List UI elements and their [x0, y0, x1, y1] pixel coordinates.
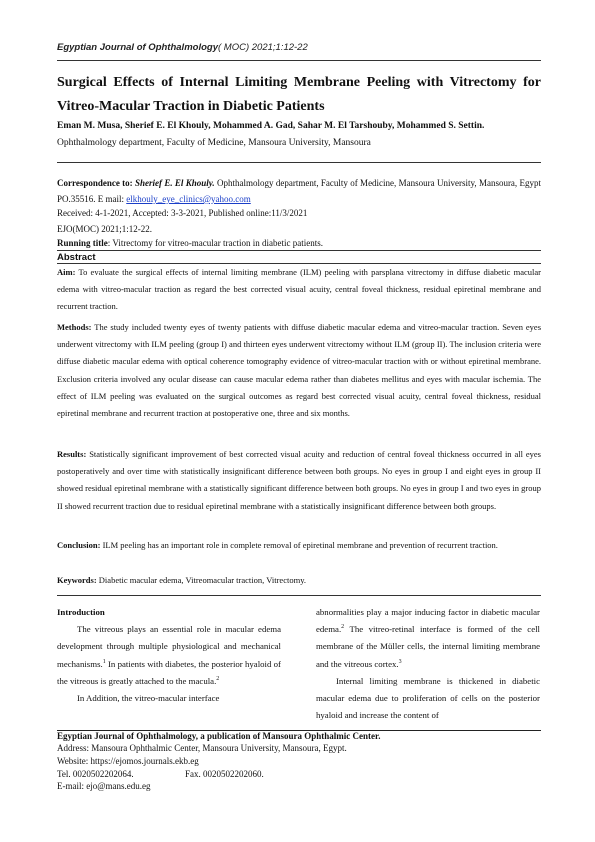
aim-label: Aim:: [57, 267, 76, 277]
methods-text: The study included twenty eyes of twenty patients with diffuse diabetic macular edema and vitreo-macular traction. Seven eyes underwent vitrectomy with ILM peeling (group I) and thirteen eyes underwent vitrectomy without ILM (group II). The inclusion criteria were diffuse diabetic macular edema with optical coherence tomography evidence of vitreo-macular traction with or without epiretinal membrane. Exclusion criteria involved any ocular disease can cause macular edema rather than diabetes mellitus and eyes with macular ischemia. The effect of ILM peeling was evaluated on the surgical outcomes as regard best corrected visual acuity, central foveal thickness, residual epiretinal membrane and recurrent traction at postoperative one, three and six months.: [57, 322, 541, 419]
footer-tel: Tel. 0020502202064.: [57, 769, 134, 779]
intro-paragraph-2: In Addition, the vitreo-macular interface: [77, 693, 220, 704]
conclusion-text: ILM peeling has an important role in complete removal of epiretinal membrane and prevention of recurrent traction.: [100, 540, 498, 550]
correspondence-rule: [57, 162, 541, 163]
correspondence-name: Sherief E. El Khouly.: [135, 178, 215, 188]
abstract-heading: Abstract: [57, 252, 96, 263]
methods-label: Methods:: [57, 322, 92, 332]
abstract-methods: [57, 319, 541, 422]
correspondence-label: Correspondence to:: [57, 178, 133, 188]
abstract-aim: [57, 264, 541, 316]
authors: Eman M. Musa, Sherief E. El Khouly, Mohammed A. Gad, Sahar M. El Tarshouby, Mohammed S. Settin.: [57, 121, 485, 131]
results-text: Statistically significant improvement of best corrected visual acuity and reduction of central foveal thickness occurred in all eyes postoperatively and over time with statistically insignificant difference between both groups. No eyes in group I and eight eyes in group II showed residual epiretinal membrane with a statistically significant difference between both groups. No eyes in group I and two eyes in group II showed recurrent traction due to residual epiretinal membrane with a statistically insignificant difference between both groups.: [57, 449, 541, 511]
abstract-conclusion: [57, 537, 541, 554]
aim-text: To evaluate the surgical effects of internal limiting membrane (ILM) peeling with parsplana vitrectomy in diffuse diabetic macular edema with vitreo-macular traction as regard the best corrected visual acuity, central foveal thickness, residual epiretinal membrane and recurrent traction.: [57, 267, 541, 312]
correspondence-text: Ophthalmology department, Faculty of Medicine, Mansoura University, Mansoura, Egypt PO.35516. E mail:: [57, 178, 542, 204]
journal-ref: ( MOC) 2021;1:12-22: [217, 42, 308, 53]
correspondence-email-link[interactable]: elkhouly_eye_clinics@yahoo.com: [126, 194, 251, 204]
running-title-label: Running title: [57, 238, 108, 248]
affiliation: Ophthalmology department, Faculty of Medicine, Mansoura University, Mansoura: [57, 138, 371, 148]
keywords: [57, 572, 541, 589]
correspondence: [57, 175, 541, 207]
running-title: [57, 238, 323, 248]
ejo-ref: EJO(MOC) 2021;1:12-22.: [57, 224, 152, 234]
intro-heading: Introduction: [57, 607, 105, 617]
header-rule: [57, 60, 541, 61]
intro-paragraph-1: The vitreous plays an essential role in macular edema development through multiple physiological and mechanical mechanisms.$^1$ In patients with diabetes, the posterior hyaloid of the vitreous is greatly attached to the macula.$^2$: [57, 624, 281, 686]
running-title-text: : Vitrectomy for vitreo-macular traction in diabetic patients.: [107, 238, 323, 248]
intro-column-left: [57, 604, 281, 707]
abstract-rule-top: [57, 250, 541, 251]
footer-address: Address: Mansoura Ophthalmic Center, Mansoura University, Mansoura, Egypt.: [57, 743, 347, 753]
conclusion-label: Conclusion:: [57, 540, 101, 550]
footer-email[interactable]: E-mail: ejo@mans.edu.eg: [57, 781, 151, 791]
intro-paragraph-2-cont: abnormalities play a major inducing factor in diabetic macular edema.$^2$ The vitreo-retinal interface is formed of the cell membrane of the Müller cells, the internal limiting membrane and the vitreous cortex.$^3$: [316, 607, 540, 669]
dates: Received: 4-1-2021, Accepted: 3-3-2021, Published online:11/3/2021: [57, 208, 308, 218]
journal-name: Egyptian Journal of Ophthalmology: [57, 42, 218, 53]
paper-title: Surgical Effects of Internal Limiting Membrane Peeling with Vitrectomy for Vitreo-Macular Traction in Diabetic Patients: [57, 75, 541, 114]
abstract-results: [57, 446, 541, 515]
footer-fax: Fax. 0020502202060.: [185, 769, 264, 779]
keywords-label: Keywords:: [57, 575, 97, 585]
footer-publisher: Egyptian Journal of Ophthalmology, a publication of Mansoura Ophthalmic Center.: [57, 731, 381, 741]
results-label: Results:: [57, 449, 87, 459]
footer-website[interactable]: Website: https://ejomos.journals.ekb.eg: [57, 756, 199, 766]
journal-header: [57, 42, 308, 53]
keywords-text: Diabetic macular edema, Vitreomacular traction, Vitrectomy.: [96, 575, 307, 585]
abstract-rule-bottom: [57, 595, 541, 596]
intro-paragraph-3: Internal limiting membrane is thickened in diabetic macular edema due to proliferation of cells on the posterior hyaloid and increase the content of: [316, 675, 540, 721]
intro-column-right: [316, 604, 540, 724]
